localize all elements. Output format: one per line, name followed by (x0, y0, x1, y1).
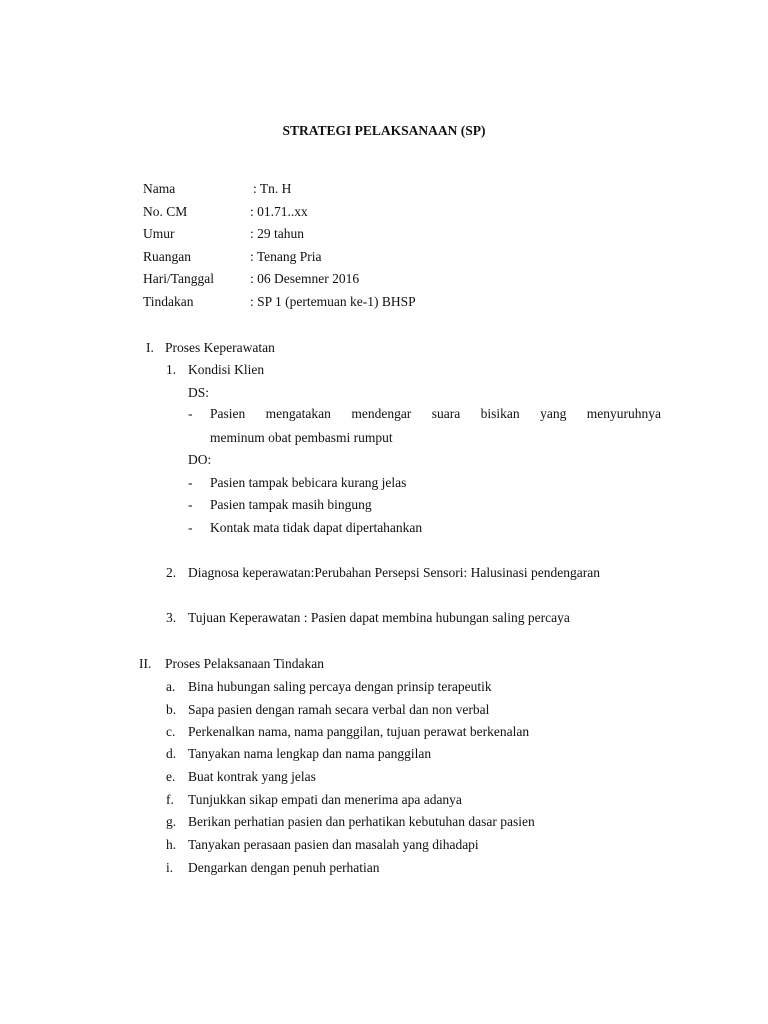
identity-value-ruangan: : Tenang Pria (250, 249, 322, 264)
item2-number: 2. (166, 565, 177, 580)
document-title: STRATEGI PELAKSANAAN (SP) (282, 123, 486, 138)
list-item-letter: i. (166, 860, 174, 875)
identity-label-no-cm: No. CM (143, 204, 188, 219)
section2-heading: Proses Pelaksanaan Tindakan (165, 656, 324, 671)
item3-tujuan: Tujuan Keperawatan : Pasien dapat membina hubungan saling percaya (188, 610, 570, 625)
list-item-letter: d. (166, 746, 177, 761)
list-item: Dengarkan dengan penuh perhatian (188, 860, 380, 875)
do-item: Pasien tampak masih bingung (210, 497, 372, 512)
ds-dash: - (188, 406, 193, 421)
list-item-letter: a. (166, 679, 176, 694)
list-item: Berikan perhatian pasien dan perhatikan kebutuhan dasar pasien (188, 814, 535, 829)
ds-label: DS: (188, 385, 210, 400)
item2-diagnosa: Diagnosa keperawatan:Perubahan Persepsi Sensori: Halusinasi pendengaran (188, 565, 601, 580)
identity-label-umur: Umur (143, 226, 175, 241)
list-item-letter: b. (166, 702, 177, 717)
identity-value-tindakan: : SP 1 (pertemuan ke-1) BHSP (250, 294, 416, 309)
identity-label-nama: Nama (143, 181, 176, 196)
do-label: DO: (188, 452, 212, 467)
list-item: Tanyakan nama lengkap dan nama panggilan (188, 746, 432, 761)
do-dash: - (188, 520, 193, 535)
identity-value-hari-tanggal: : 06 Desemner 2016 (250, 271, 360, 286)
identity-value-no-cm: : 01.71..xx (250, 204, 308, 219)
identity-label-tindakan: Tindakan (143, 294, 194, 309)
item1-number: 1. (166, 362, 177, 377)
section1-numeral: I. (146, 340, 154, 355)
do-item: Pasien tampak bebicara kurang jelas (210, 475, 407, 490)
identity-value-nama: : Tn. H (253, 181, 292, 196)
ds-item-line2: meminum obat pembasmi rumput (210, 430, 393, 445)
list-item: Bina hubungan saling percaya dengan prinsip terapeutik (188, 679, 492, 694)
item3-number: 3. (166, 610, 177, 625)
do-item: Kontak mata tidak dapat dipertahankan (210, 520, 423, 535)
ds-item-line1: Pasien mengatakan mendengar suara bisikan yang menyuruhnya (210, 406, 661, 421)
list-item-letter: h. (166, 837, 177, 852)
do-dash: - (188, 497, 193, 512)
section2-numeral: II. (139, 656, 152, 671)
identity-label-hari-tanggal: Hari/Tanggal (143, 271, 215, 286)
list-item: Sapa pasien dengan ramah secara verbal dan non verbal (188, 702, 490, 717)
list-item: Tunjukkan sikap empati dan menerima apa adanya (188, 792, 462, 807)
identity-label-ruangan: Ruangan (143, 249, 191, 264)
identity-value-umur: : 29 tahun (250, 226, 304, 241)
list-item-letter: f. (166, 792, 174, 807)
list-item-letter: c. (166, 724, 176, 739)
list-item: Tanyakan perasaan pasien dan masalah yang dihadapi (188, 837, 479, 852)
section1-heading: Proses Keperawatan (165, 340, 275, 355)
list-item: Perkenalkan nama, nama panggilan, tujuan perawat berkenalan (188, 724, 530, 739)
item1-label: Kondisi Klien (188, 362, 265, 377)
list-item: Buat kontrak yang jelas (188, 769, 316, 784)
do-dash: - (188, 475, 193, 490)
list-item-letter: e. (166, 769, 176, 784)
list-item-letter: g. (166, 814, 177, 829)
